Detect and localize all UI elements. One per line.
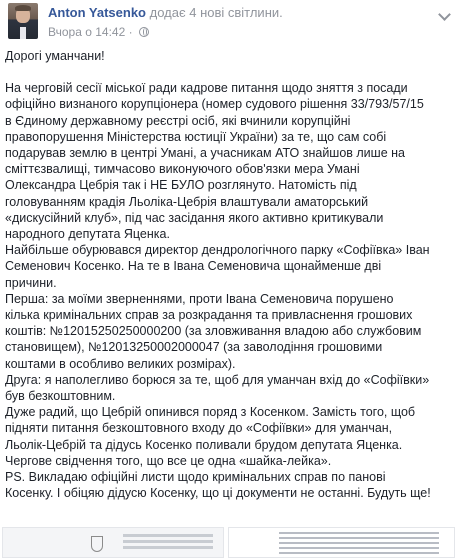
post-paragraph: Дуже радий, що Цебрій опинився поряд з Косенком. Замість того, щоб підняти питання безкоштовного входу до «Софіївки» для уманчан, Льолік-Цебрій та дідусь Косенко поливали брудом депутата Яценка. Чергове свідчення того, що все це одна «шайка-лейка». PS. Викладаю офіційні листи щодо кримінальних справ по панові Косенку. І обіцяю дідусю Косенку, що ці документи не останні. Будуть ще! [5, 405, 431, 501]
photo-attachments [0, 527, 457, 558]
post-timestamp-link[interactable]: Вчора о 14:42 [48, 25, 126, 39]
author-name-link[interactable]: Anton Yatsenko [48, 5, 147, 20]
post-header [0, 0, 457, 46]
globe-icon[interactable] [139, 27, 149, 37]
trident-emblem-icon [91, 536, 103, 552]
photo-thumbnail[interactable] [2, 527, 224, 558]
photo-thumbnail[interactable] [228, 527, 455, 558]
post-meta: Вчора о 14:42 · [48, 25, 149, 39]
author-line [48, 5, 283, 20]
post-paragraph: Перша: за моїми зверненнями, проти Івана Семеновича порушено кілька кримінальних справ за розкрадання та привласнення грошових коштів: №12015250250000200 (за зловживання владою або службовим становищем), №12013250002000047 (за заволодіння грошовими коштами в особливо великих розмірах). [5, 291, 422, 371]
chevron-down-icon[interactable] [438, 8, 451, 21]
post-paragraph: На черговій сесії міської ради кадрове питання щодо зняття з посади офіційно визнаного корупціонера (номер судового рішення 33/793/57/15 в Єдиному державному реєстрі осіб, які вчинили корупційні правопорушення Міністерства юстиції України) за те, що сам собі подарував землю в центрі Умані, а учасникам АТО знайшов лише на сміттєзвалищі, тимчасово виконуючого обов'язки мера Умані Олександра Цебрія так і НЕ БУЛО розглянуто. Натомість під головуванням крадія Льоліка-Цебрія влаштували аматорський «дискусійний клуб», під час засідання якого активно критикували народного депутата Яценка. [5, 81, 424, 242]
post-paragraph: Друга: я наполегливо борюся за те, щоб для уманчан вхід до «Софіївки» був безкоштовним. [5, 372, 430, 404]
post-body [5, 48, 455, 501]
post-greeting: Дорогі уманчани! [5, 49, 105, 63]
avatar[interactable] [8, 3, 38, 39]
post-action-text: додає 4 нові світлини. [149, 5, 283, 20]
post-paragraph: Найбільше обурювався директор дендрологічного парку «Софіївка» Іван Семенович Косенко. На те в Івана Семеновича щонайменше дві причини. [5, 243, 430, 290]
